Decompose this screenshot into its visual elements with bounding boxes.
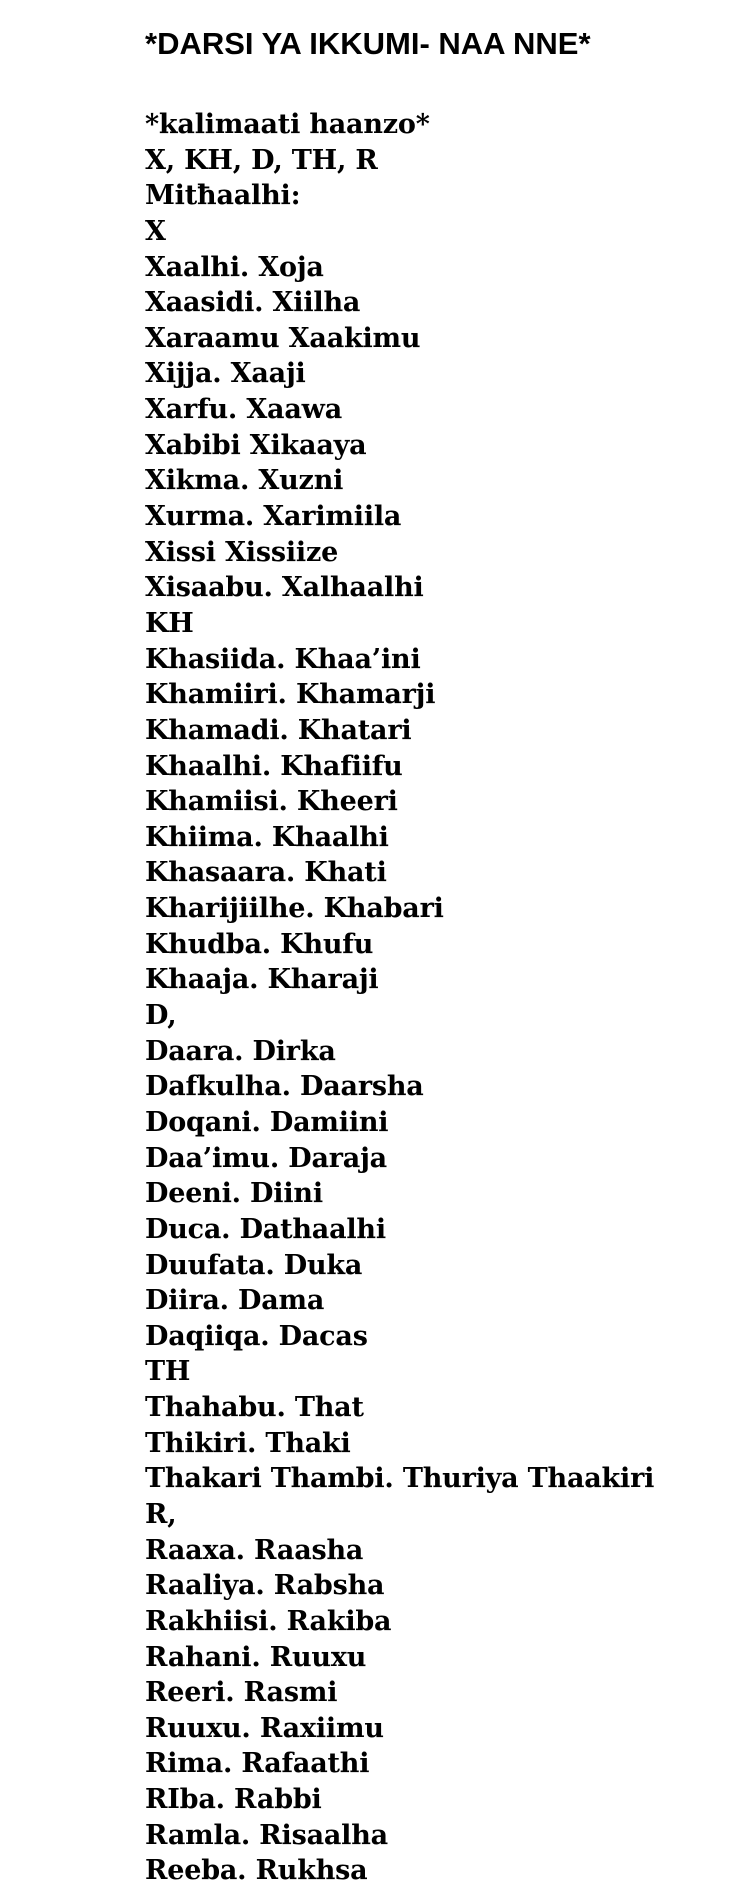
text-line: Rima. Rafaathi: [145, 1748, 370, 1780]
text-line: *kalimaati haanzo*: [145, 109, 430, 140]
text-line: Doqani. Damiini: [145, 1106, 389, 1138]
text-line: Daa’imu. Daraja: [145, 1142, 387, 1174]
text-line: Duca. Dathaalhi: [145, 1213, 386, 1245]
text-line: Duufata. Duka: [145, 1249, 363, 1281]
text-line: Xijja. Xaaji: [145, 358, 306, 390]
text-line: Khaaja. Kharaji: [145, 964, 379, 996]
text-line: Khaalhi. Khafiifu: [145, 750, 403, 782]
text-line: Diira. Dama: [145, 1285, 325, 1317]
text-line: Thikiri. Thaki: [145, 1427, 351, 1459]
text-line: Ruuxu. Raxiimu: [145, 1712, 384, 1744]
text-line: Raaliya. Rabsha: [145, 1570, 385, 1602]
text-line: Xisaabu. Xalhaalhi: [145, 572, 424, 604]
text-line: Xabibi Xikaaya: [145, 429, 367, 461]
text-line: Thakari Thambi. Thuriya Thaakiri: [145, 1463, 655, 1495]
text-line: Rahani. Ruuxu: [145, 1641, 367, 1673]
text-line: Khamiisi. Kheeri: [145, 786, 398, 818]
text-line: Daqiiqa. Dacas: [145, 1320, 368, 1352]
text-line: Khasaara. Khati: [145, 857, 387, 889]
document-title: *DARSI YA IKKUMI- NAA NNE*: [145, 26, 591, 61]
text-line: R,: [145, 1498, 177, 1530]
text-line: Xurma. Xarimiila: [145, 501, 402, 533]
text-line: Khudba. Khufu: [145, 928, 374, 960]
text-line: Mitħaalhi:: [145, 180, 301, 212]
text-line: Khamadi. Khatari: [145, 714, 412, 746]
text-line: Rakhiisi. Rakiba: [145, 1605, 392, 1637]
text-line: Reeri. Rasmi: [145, 1677, 338, 1709]
text-line: Khamiiri. Khamarji: [145, 679, 436, 711]
text-line: Xaalhi. Xoja: [145, 251, 324, 283]
text-line: X: [145, 215, 166, 247]
text-line: Deeni. Diini: [145, 1178, 323, 1210]
word-list: [145, 107, 654, 1889]
text-line: Khiima. Khaalhi: [145, 821, 389, 853]
text-line: RIba. Rabbi: [145, 1784, 322, 1816]
text-line: Reeba. Rukhsa: [145, 1855, 368, 1887]
text-line: Khasiida. Khaa’ini: [145, 643, 421, 675]
text-line: D,: [145, 1000, 177, 1032]
text-line: TH: [145, 1356, 191, 1388]
text-line: KH: [145, 607, 194, 639]
text-line: Xissi Xissiize: [145, 536, 339, 568]
text-line: Ramla. Risaalha: [145, 1819, 388, 1851]
text-line: Xikma. Xuzni: [145, 465, 344, 497]
text-line: Kharijiilhe. Khabari: [145, 893, 444, 925]
text-line: Thahabu. That: [145, 1392, 364, 1424]
text-line: Xaraamu Xaakimu: [145, 322, 421, 354]
text-line: Raaxa. Raasha: [145, 1534, 364, 1566]
text-line: X, KH, D, TH, R: [145, 144, 378, 176]
text-line: Xarfu. Xaawa: [145, 394, 342, 426]
text-line: Daara. Dirka: [145, 1035, 336, 1067]
text-line: Xaasidi. Xiilha: [145, 287, 361, 319]
text-line: Dafkulha. Daarsha: [145, 1071, 424, 1103]
